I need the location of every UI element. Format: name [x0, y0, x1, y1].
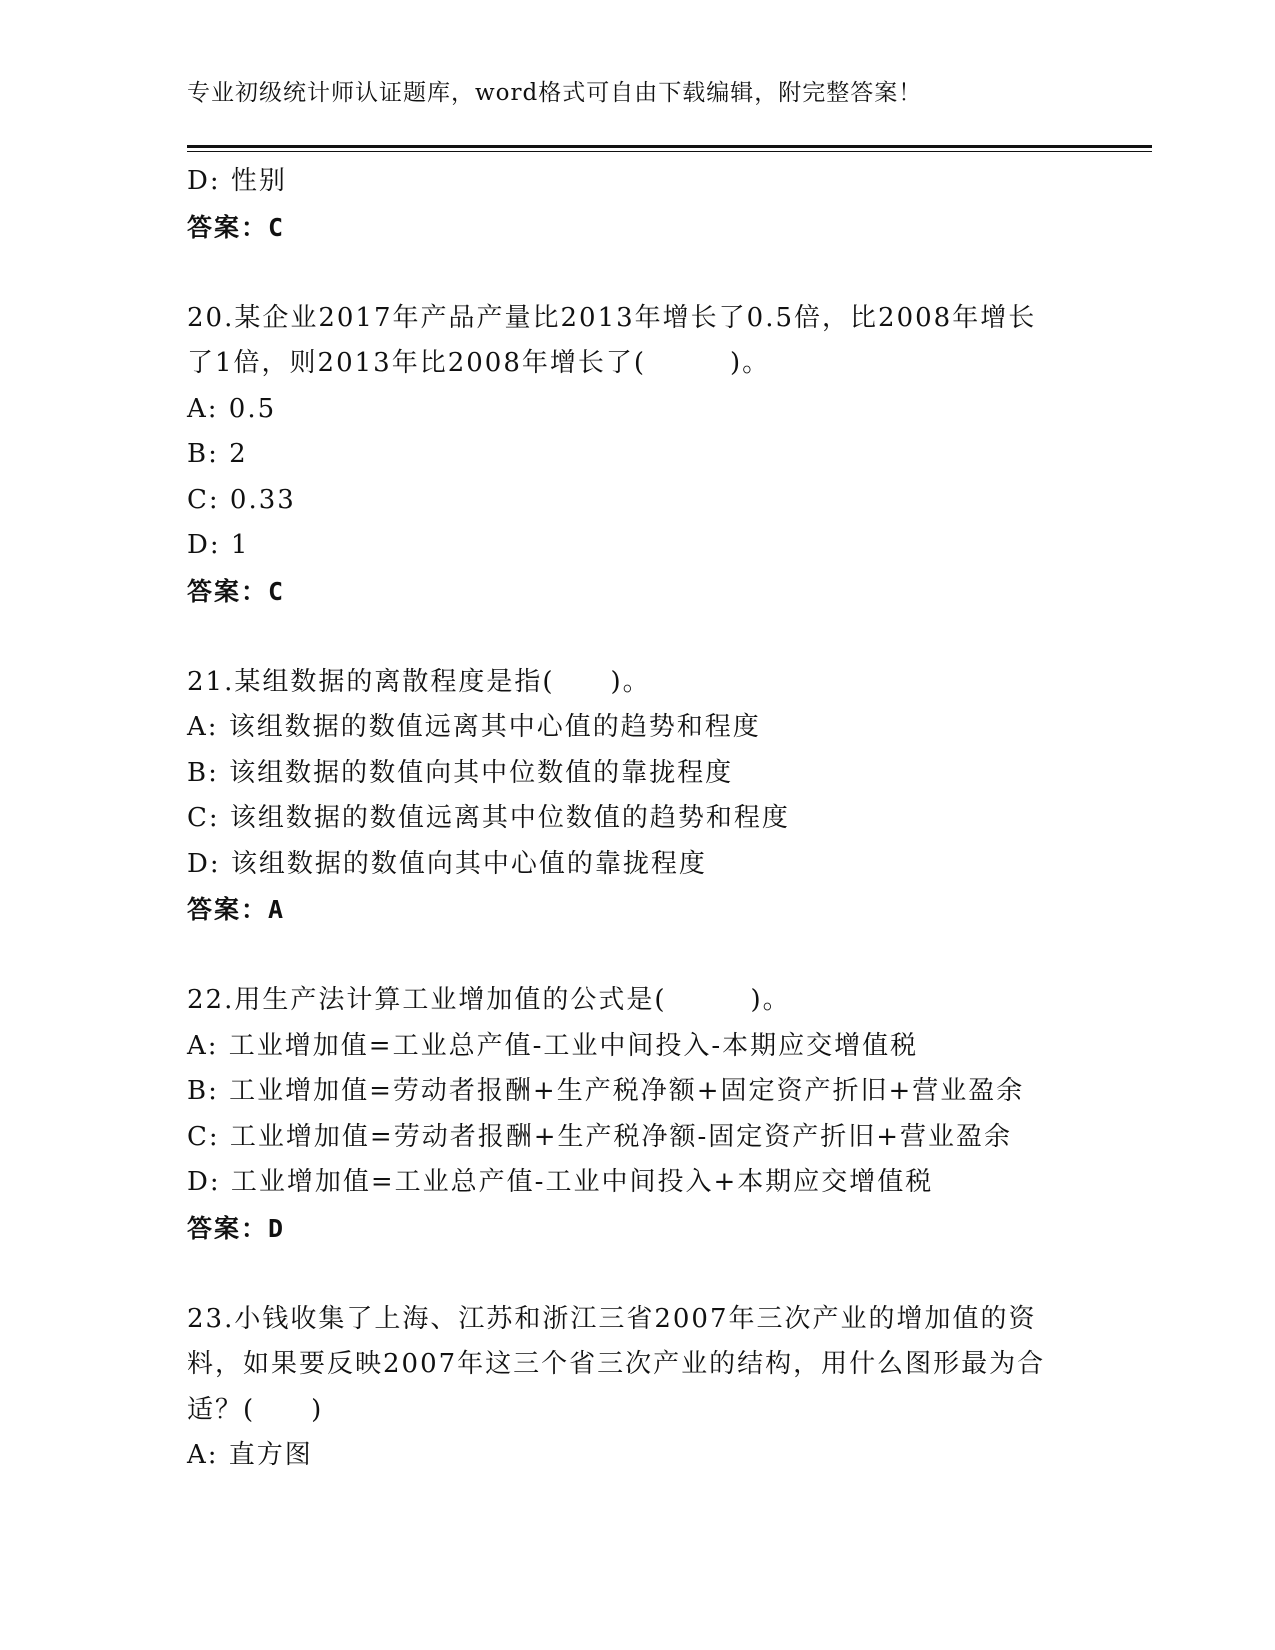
- question-text-line: 了1倍，则2013年比2008年增长了( )。: [187, 348, 771, 378]
- question-text-line: 23.小钱收集了上海、江苏和浙江三省2007年三次产业的增加值的资: [187, 1303, 1037, 1334]
- question-text-line: 21.某组数据的离散程度是指( )。: [187, 666, 651, 697]
- option-a: A: 该组数据的数值远离其中心值的趋势和程度: [187, 712, 761, 742]
- option-b: B: 该组数据的数值向其中位数值的靠拢程度: [187, 757, 734, 788]
- answer-prev: 答案：C: [187, 212, 286, 242]
- answer: 答案：C: [187, 576, 286, 606]
- question-text-line: 22.用生产法计算工业增加值的公式是( )。: [187, 985, 791, 1015]
- option-d: D: 该组数据的数值向其中心值的靠拢程度: [187, 848, 707, 879]
- option-b: B: 工业增加值=劳动者报酬+生产税净额+固定资产折旧+营业盈余: [187, 1076, 1025, 1106]
- page-header: 专业初级统计师认证题库，word格式可自由下载编辑，附完整答案！: [187, 80, 923, 106]
- option-c: C: 0.33: [187, 484, 296, 515]
- option-a: A: 0.5: [187, 393, 277, 424]
- option-d: D: 1: [187, 530, 250, 560]
- questions-content: [187, 159, 1087, 1479]
- question-text-line: 适？( ): [187, 1394, 324, 1425]
- answer: 答案：D: [187, 1213, 286, 1243]
- question-23: [187, 1297, 1087, 1479]
- question-text-line: 20.某企业2017年产品产量比2013年增长了0.5倍，比2008年增长: [187, 302, 1037, 333]
- answer: 答案：A: [187, 895, 286, 924]
- question-21: [187, 660, 1087, 933]
- option-b: B: 2: [187, 439, 248, 469]
- header-rule-thin: [187, 151, 1152, 152]
- option-a: A: 直方图: [187, 1440, 313, 1470]
- question-22: [187, 978, 1087, 1251]
- option-c: C: 该组数据的数值远离其中位数值的趋势和程度: [187, 803, 790, 833]
- question-20: [187, 296, 1087, 615]
- question-text-line: 料，如果要反映2007年这三个省三次产业的结构，用什么图形最为合: [187, 1349, 1046, 1379]
- option-c: C: 工业增加值=劳动者报酬+生产税净额-固定资产折旧+营业盈余: [187, 1121, 1013, 1152]
- header-rule-thick: [187, 145, 1152, 148]
- option-d-prev: D: 性别: [187, 166, 287, 196]
- option-d: D: 工业增加值=工业总产值-工业中间投入+本期应交增值税: [187, 1167, 934, 1197]
- option-a: A: 工业增加值=工业总产值-工业中间投入-本期应交增值税: [187, 1030, 919, 1061]
